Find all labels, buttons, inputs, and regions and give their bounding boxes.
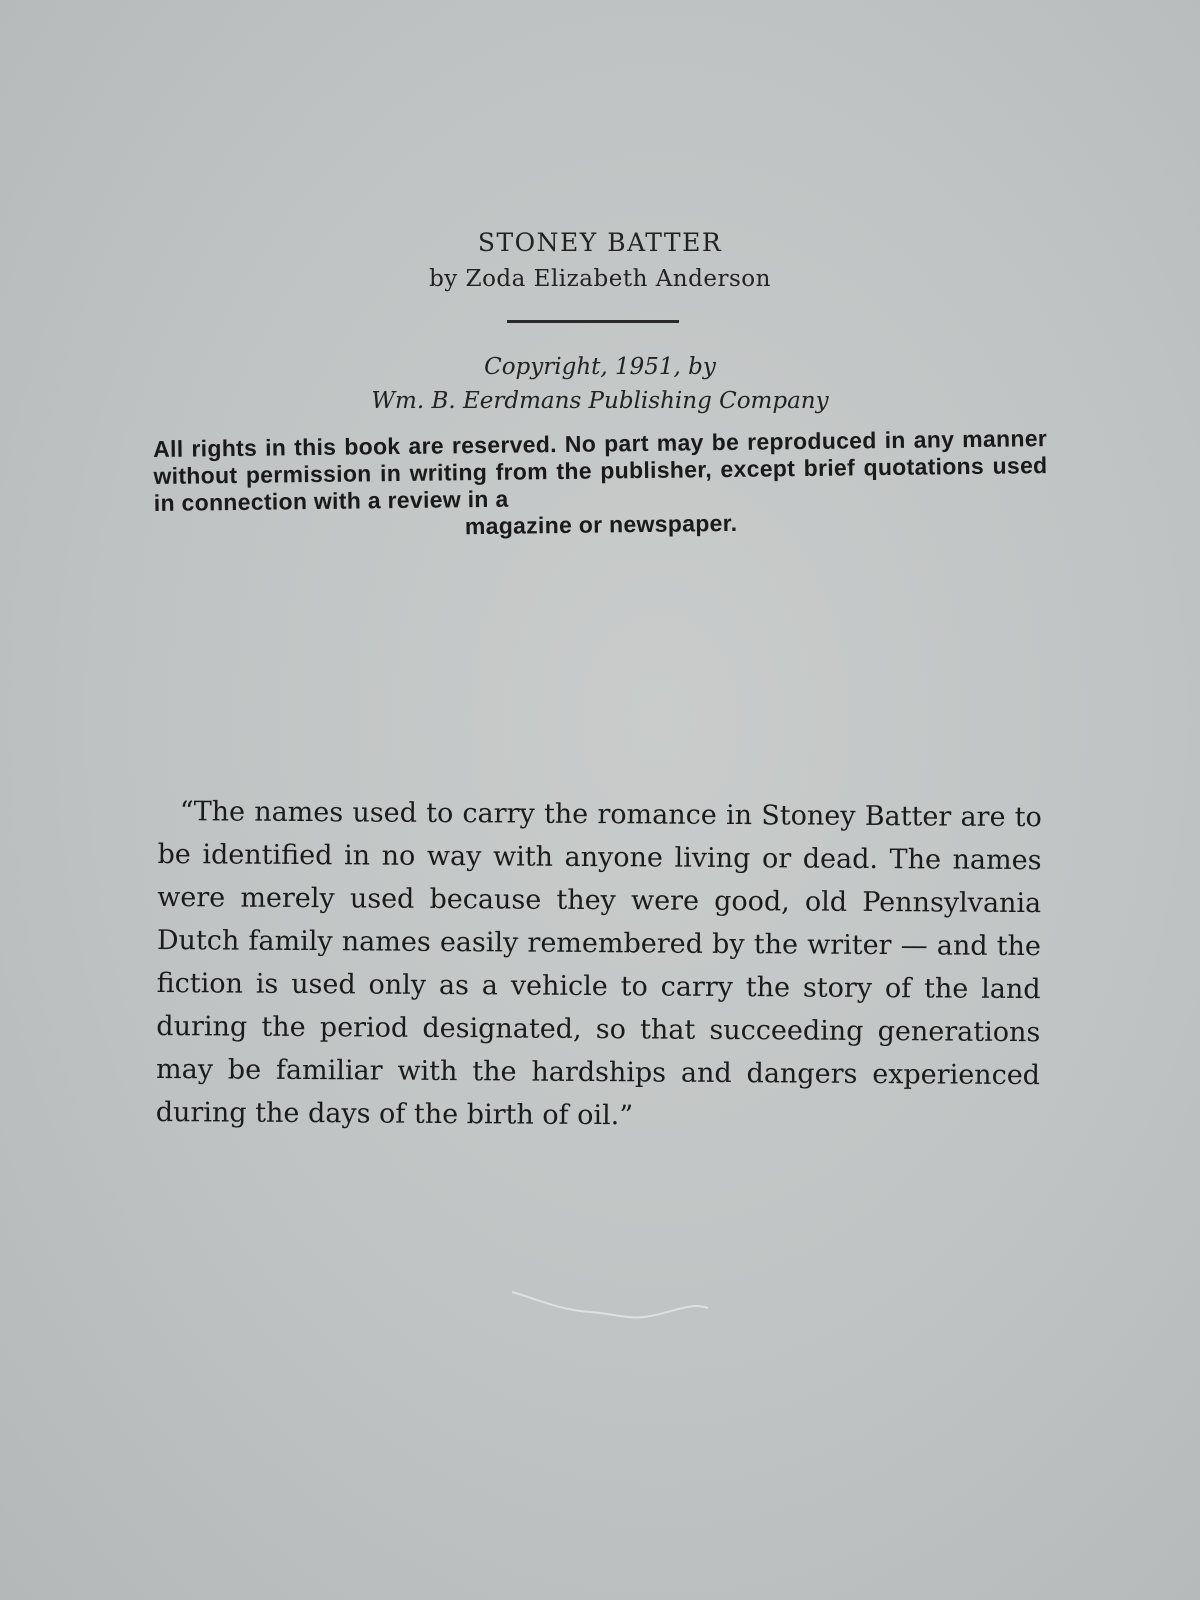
rights-body: All rights in this book are reserved. No part may be reproduced in any manner without permission in writing from the publisher, except brief quotations used in connection with a review in a [153,425,1048,516]
paper-crease-mark [510,1290,710,1330]
copyright-line-1: Copyright, 1951, by [484,354,716,380]
copyright-line-2: Wm. B. Eerdmans Publishing Company [371,388,829,414]
book-title: STONEY BATTER [477,228,723,257]
fiction-disclaimer: “The names used to carry the romance in Stoney Batter are to be identified in no way with anyone living or dead. The names were merely used because they were good, old Pennsylvania Dutch family names easily remembered by the writer — and the fiction is used only as a vehicle to carry the story of the land during the period designated, so that succeeding generations may be familiar with the hardships and dangers experienced during the days of the birth of oil.” [155,796,1042,1132]
copyright-notice [0,350,1200,418]
author-line: by Zoda Elizabeth Anderson [429,266,771,292]
rights-reserved-notice [153,425,1048,544]
rights-last-line: magazine or newspaper. [464,509,738,540]
divider-rule [507,320,679,323]
